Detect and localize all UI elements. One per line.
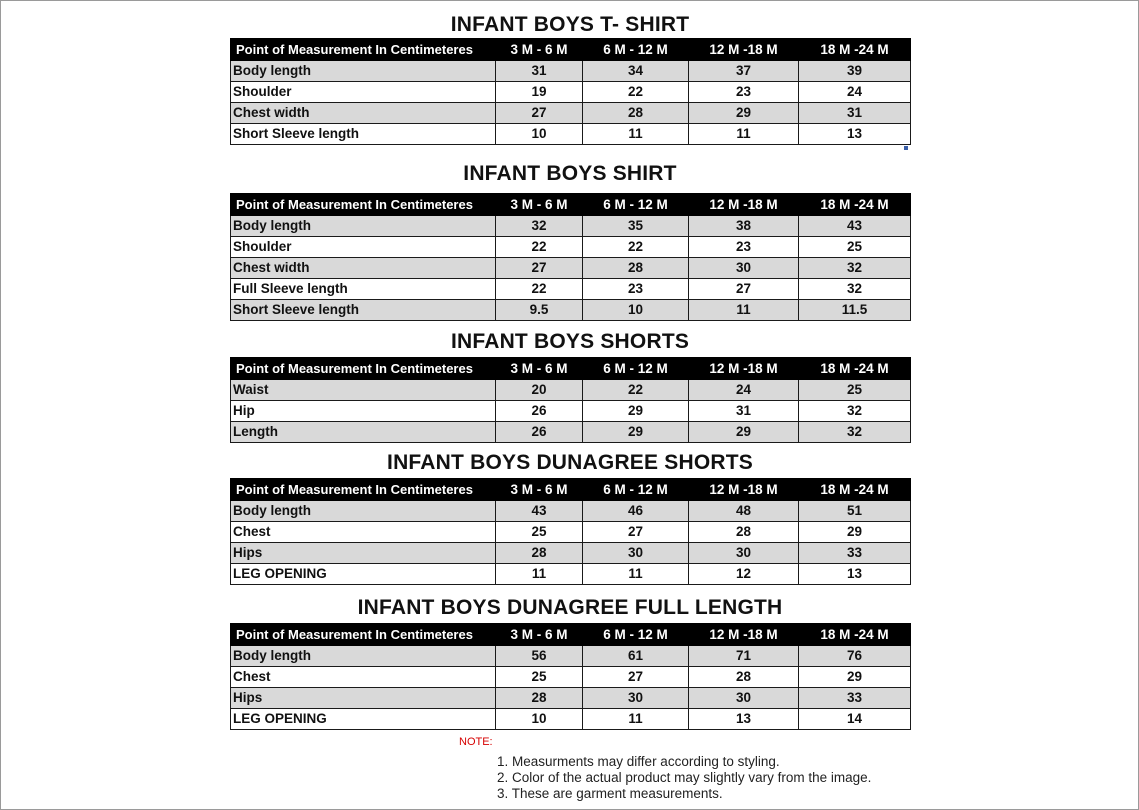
row-label: Shoulder bbox=[231, 237, 496, 258]
row-label: Chest width bbox=[231, 103, 496, 124]
table-cell: 43 bbox=[496, 501, 583, 522]
column-header: 3 M - 6 M bbox=[496, 624, 583, 646]
table-cell: 20 bbox=[496, 380, 583, 401]
table-cell: 27 bbox=[689, 279, 799, 300]
size-chart-tshirt bbox=[230, 12, 910, 145]
table-row bbox=[231, 543, 911, 564]
table-header-row bbox=[231, 39, 911, 61]
column-header: 3 M - 6 M bbox=[496, 194, 583, 216]
table-cell: 28 bbox=[496, 688, 583, 709]
table-cell: 25 bbox=[496, 522, 583, 543]
table-cell: 11 bbox=[689, 300, 799, 321]
size-chart-shorts bbox=[230, 329, 910, 443]
table-cell: 28 bbox=[583, 258, 689, 279]
table-cell: 30 bbox=[689, 543, 799, 564]
section-title: INFANT BOYS SHIRT bbox=[463, 162, 677, 185]
table-cell: 14 bbox=[799, 709, 911, 730]
table-cell: 61 bbox=[583, 646, 689, 667]
row-label: Chest bbox=[231, 667, 496, 688]
table-cell: 30 bbox=[583, 543, 689, 564]
row-label: Hips bbox=[231, 688, 496, 709]
table-cell: 11 bbox=[496, 564, 583, 585]
table-cell: 11 bbox=[583, 709, 689, 730]
table-cell: 32 bbox=[799, 258, 911, 279]
row-label: Full Sleeve length bbox=[231, 279, 496, 300]
column-header: 18 M -24 M bbox=[799, 624, 911, 646]
table-row bbox=[231, 646, 911, 667]
row-label: Hips bbox=[231, 543, 496, 564]
table-cell: 28 bbox=[583, 103, 689, 124]
table-cell: 32 bbox=[799, 401, 911, 422]
column-header: 12 M -18 M bbox=[689, 479, 799, 501]
column-header: 12 M -18 M bbox=[689, 39, 799, 61]
column-header: Point of Measurement In Centimeteres bbox=[231, 479, 496, 501]
size-chart-dungaree-full-length bbox=[230, 595, 910, 730]
note-list bbox=[497, 754, 871, 802]
column-header: Point of Measurement In Centimeteres bbox=[231, 194, 496, 216]
table-cell: 11.5 bbox=[799, 300, 911, 321]
row-label: Waist bbox=[231, 380, 496, 401]
table-cell: 22 bbox=[496, 237, 583, 258]
table-cell: 29 bbox=[689, 422, 799, 443]
table-cell: 34 bbox=[583, 61, 689, 82]
table-cell: 32 bbox=[799, 279, 911, 300]
section-title: INFANT BOYS T- SHIRT bbox=[450, 13, 690, 36]
table-cell: 32 bbox=[799, 422, 911, 443]
table-cell: 19 bbox=[496, 82, 583, 103]
table-cell: 31 bbox=[799, 103, 911, 124]
table-cell: 30 bbox=[689, 688, 799, 709]
table-cell: 28 bbox=[496, 543, 583, 564]
table-cell: 27 bbox=[496, 258, 583, 279]
column-header: 12 M -18 M bbox=[689, 358, 799, 380]
size-table bbox=[230, 623, 911, 730]
column-header: 6 M - 12 M bbox=[583, 358, 689, 380]
table-cell: 30 bbox=[689, 258, 799, 279]
table-cell: 39 bbox=[799, 61, 911, 82]
column-header: 3 M - 6 M bbox=[496, 39, 583, 61]
column-header: 12 M -18 M bbox=[689, 624, 799, 646]
table-header-row bbox=[231, 358, 911, 380]
table-row bbox=[231, 61, 911, 82]
table-cell: 13 bbox=[799, 124, 911, 145]
table-cell: 13 bbox=[689, 709, 799, 730]
section-title: INFANT BOYS SHORTS bbox=[450, 330, 690, 353]
table-cell: 24 bbox=[799, 82, 911, 103]
row-label: Shoulder bbox=[231, 82, 496, 103]
column-header: 6 M - 12 M bbox=[583, 624, 689, 646]
column-header: 6 M - 12 M bbox=[583, 194, 689, 216]
table-row bbox=[231, 401, 911, 422]
column-header: 3 M - 6 M bbox=[496, 358, 583, 380]
table-header-row bbox=[231, 194, 911, 216]
table-row bbox=[231, 258, 911, 279]
table-cell: 38 bbox=[689, 216, 799, 237]
row-label: LEG OPENING bbox=[231, 709, 496, 730]
table-cell: 23 bbox=[689, 82, 799, 103]
note-item: 3. These are garment measurements. bbox=[497, 786, 723, 801]
table-cell: 48 bbox=[689, 501, 799, 522]
table-cell: 10 bbox=[496, 709, 583, 730]
table-row bbox=[231, 709, 911, 730]
section-title: INFANT BOYS DUNAGREE SHORTS bbox=[387, 451, 753, 474]
section-title: INFANT BOYS DUNAGREE FULL LENGTH bbox=[357, 596, 783, 619]
table-cell: 27 bbox=[496, 103, 583, 124]
column-header: 18 M -24 M bbox=[799, 39, 911, 61]
table-row bbox=[231, 522, 911, 543]
table-cell: 29 bbox=[583, 401, 689, 422]
table-cell: 29 bbox=[799, 522, 911, 543]
row-label: Short Sleeve length bbox=[231, 300, 496, 321]
row-label: Body length bbox=[231, 61, 496, 82]
size-chart-dungaree-shorts bbox=[230, 450, 910, 585]
table-cell: 51 bbox=[799, 501, 911, 522]
table-row bbox=[231, 103, 911, 124]
table-cell: 24 bbox=[689, 380, 799, 401]
row-label: Chest bbox=[231, 522, 496, 543]
table-row bbox=[231, 564, 911, 585]
table-cell: 35 bbox=[583, 216, 689, 237]
table-cell: 31 bbox=[496, 61, 583, 82]
table-row bbox=[231, 216, 911, 237]
table-cell: 22 bbox=[583, 237, 689, 258]
table-cell: 27 bbox=[583, 667, 689, 688]
table-cell: 28 bbox=[689, 667, 799, 688]
column-header: 18 M -24 M bbox=[799, 194, 911, 216]
size-table bbox=[230, 357, 911, 443]
table-cell: 33 bbox=[799, 543, 911, 564]
note-label: NOTE: bbox=[459, 736, 493, 748]
table-row bbox=[231, 82, 911, 103]
table-cell: 22 bbox=[496, 279, 583, 300]
column-header: Point of Measurement In Centimeteres bbox=[231, 39, 496, 61]
table-cell: 26 bbox=[496, 401, 583, 422]
note-item: 2. Color of the actual product may slightly vary from the image. bbox=[497, 770, 872, 785]
size-chart-shirt bbox=[230, 161, 910, 321]
table-cell: 30 bbox=[583, 688, 689, 709]
table-cell: 23 bbox=[689, 237, 799, 258]
row-label: Length bbox=[231, 422, 496, 443]
column-header: 6 M - 12 M bbox=[583, 479, 689, 501]
size-table bbox=[230, 193, 911, 321]
table-cell: 12 bbox=[689, 564, 799, 585]
table-cell: 29 bbox=[583, 422, 689, 443]
table-cell: 33 bbox=[799, 688, 911, 709]
table-cell: 56 bbox=[496, 646, 583, 667]
table-cell: 13 bbox=[799, 564, 911, 585]
table-row bbox=[231, 501, 911, 522]
note-item: 1. Measurments may differ according to styling. bbox=[497, 754, 780, 769]
table-cell: 32 bbox=[496, 216, 583, 237]
row-label: Body length bbox=[231, 501, 496, 522]
table-cell: 43 bbox=[799, 216, 911, 237]
table-cell: 46 bbox=[583, 501, 689, 522]
column-header: 12 M -18 M bbox=[689, 194, 799, 216]
table-cell: 10 bbox=[583, 300, 689, 321]
table-row bbox=[231, 688, 911, 709]
table-header-row bbox=[231, 479, 911, 501]
row-label: Body length bbox=[231, 216, 496, 237]
row-label: Body length bbox=[231, 646, 496, 667]
column-header: Point of Measurement In Centimeteres bbox=[231, 624, 496, 646]
table-row bbox=[231, 279, 911, 300]
row-label: LEG OPENING bbox=[231, 564, 496, 585]
table-row bbox=[231, 300, 911, 321]
column-header: Point of Measurement In Centimeteres bbox=[231, 358, 496, 380]
table-cell: 71 bbox=[689, 646, 799, 667]
table-cell: 23 bbox=[583, 279, 689, 300]
table-row bbox=[231, 667, 911, 688]
table-cell: 37 bbox=[689, 61, 799, 82]
column-header: 18 M -24 M bbox=[799, 479, 911, 501]
table-cell: 10 bbox=[496, 124, 583, 145]
table-row bbox=[231, 380, 911, 401]
table-cell: 9.5 bbox=[496, 300, 583, 321]
table-cell: 27 bbox=[583, 522, 689, 543]
size-table bbox=[230, 38, 911, 145]
table-row bbox=[231, 422, 911, 443]
table-cell: 25 bbox=[799, 380, 911, 401]
row-label: Hip bbox=[231, 401, 496, 422]
table-row bbox=[231, 237, 911, 258]
column-header: 18 M -24 M bbox=[799, 358, 911, 380]
table-cell: 11 bbox=[583, 124, 689, 145]
table-row bbox=[231, 124, 911, 145]
column-header: 6 M - 12 M bbox=[583, 39, 689, 61]
table-cell: 29 bbox=[689, 103, 799, 124]
table-cell: 31 bbox=[689, 401, 799, 422]
row-label: Short Sleeve length bbox=[231, 124, 496, 145]
table-header-row bbox=[231, 624, 911, 646]
table-cell: 29 bbox=[799, 667, 911, 688]
table-cell: 26 bbox=[496, 422, 583, 443]
table-cell: 28 bbox=[689, 522, 799, 543]
table-cell: 11 bbox=[583, 564, 689, 585]
column-header: 3 M - 6 M bbox=[496, 479, 583, 501]
table-cell: 22 bbox=[583, 380, 689, 401]
size-table bbox=[230, 478, 911, 585]
table-cell: 11 bbox=[689, 124, 799, 145]
table-cell: 22 bbox=[583, 82, 689, 103]
table-cell: 25 bbox=[496, 667, 583, 688]
row-label: Chest width bbox=[231, 258, 496, 279]
table-cell: 76 bbox=[799, 646, 911, 667]
table-cell: 25 bbox=[799, 237, 911, 258]
cell-resize-handle bbox=[904, 146, 908, 150]
